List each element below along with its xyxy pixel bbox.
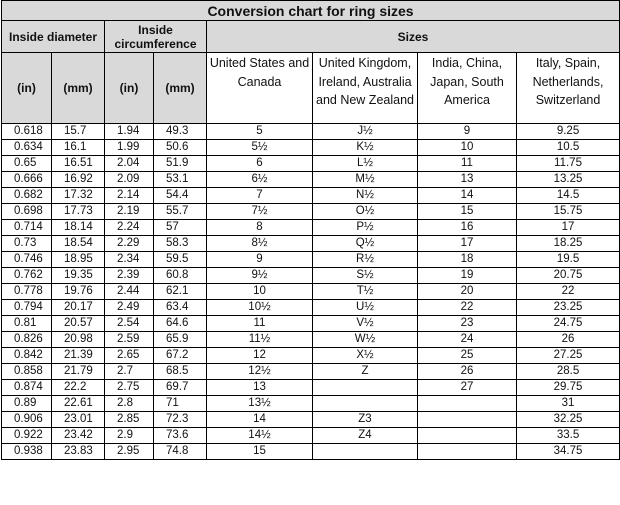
size-us-canada-cell: 10½: [207, 300, 313, 316]
diameter-in-cell: 0.858: [2, 364, 52, 380]
size-us-canada-cell: 13: [207, 380, 313, 396]
size-italy-cell: 15.75: [517, 204, 620, 220]
size-india-cell: [418, 428, 517, 444]
size-india-cell: 18: [418, 252, 517, 268]
size-us-canada-cell: 11½: [207, 332, 313, 348]
size-italy-cell: 29.75: [517, 380, 620, 396]
size-uk-cell: N½: [313, 188, 418, 204]
size-uk-cell: S½: [313, 268, 418, 284]
circumference-in-cell: 2.75: [105, 380, 154, 396]
circumference-in-cell: 2.95: [105, 444, 154, 460]
diameter-in-cell: 0.73: [2, 236, 52, 252]
diameter-mm-cell: 21.79: [52, 364, 105, 380]
diameter-mm-cell: 18.54: [52, 236, 105, 252]
size-india-cell: 20: [418, 284, 517, 300]
circumference-in-cell: 1.94: [105, 124, 154, 140]
diameter-mm-cell: 23.42: [52, 428, 105, 444]
diameter-in-cell: 0.746: [2, 252, 52, 268]
size-italy-cell: 27.25: [517, 348, 620, 364]
circumference-mm-cell: 58.3: [154, 236, 207, 252]
size-uk-cell: V½: [313, 316, 418, 332]
diameter-in-cell: 0.714: [2, 220, 52, 236]
table-body: [2, 124, 620, 460]
size-us-canada-cell: 14: [207, 412, 313, 428]
size-italy-cell: 24.75: [517, 316, 620, 332]
diameter-mm-cell: 16.51: [52, 156, 105, 172]
unit-header: (mm): [154, 53, 207, 124]
diameter-mm-cell: 20.57: [52, 316, 105, 332]
size-us-canada-cell: 7½: [207, 204, 313, 220]
diameter-in-cell: 0.89: [2, 396, 52, 412]
size-uk-cell: W½: [313, 332, 418, 348]
size-uk-cell: X½: [313, 348, 418, 364]
size-india-cell: 10: [418, 140, 517, 156]
diameter-in-cell: 0.618: [2, 124, 52, 140]
diameter-mm-cell: 17.32: [52, 188, 105, 204]
table-row: [2, 300, 620, 316]
circumference-in-cell: 2.7: [105, 364, 154, 380]
diameter-in-cell: 0.874: [2, 380, 52, 396]
diameter-in-cell: 0.938: [2, 444, 52, 460]
diameter-in-cell: 0.698: [2, 204, 52, 220]
size-italy-cell: 10.5: [517, 140, 620, 156]
diameter-in-cell: 0.634: [2, 140, 52, 156]
size-italy-cell: 33.5: [517, 428, 620, 444]
circumference-mm-cell: 54.4: [154, 188, 207, 204]
diameter-mm-cell: 22.61: [52, 396, 105, 412]
size-us-canada-cell: 5: [207, 124, 313, 140]
size-uk-cell: Z4: [313, 428, 418, 444]
table-row: [2, 428, 620, 444]
diameter-mm-cell: 20.98: [52, 332, 105, 348]
size-india-cell: 14: [418, 188, 517, 204]
size-us-canada-cell: 12½: [207, 364, 313, 380]
inside-circumference-header: Inside circumference: [105, 21, 207, 53]
size-india-cell: 16: [418, 220, 517, 236]
table-row: [2, 172, 620, 188]
unit-header: (in): [2, 53, 52, 124]
table-row: [2, 140, 620, 156]
diameter-mm-cell: 17.73: [52, 204, 105, 220]
circumference-in-cell: 2.49: [105, 300, 154, 316]
size-india-cell: 26: [418, 364, 517, 380]
size-uk-cell: T½: [313, 284, 418, 300]
size-india-cell: 19: [418, 268, 517, 284]
table-row: [2, 268, 620, 284]
ring-size-chart: [1, 0, 619, 460]
circumference-in-cell: 2.9: [105, 428, 154, 444]
diameter-mm-cell: 22.2: [52, 380, 105, 396]
diameter-mm-cell: 18.95: [52, 252, 105, 268]
diameter-in-cell: 0.65: [2, 156, 52, 172]
circumference-mm-cell: 55.7: [154, 204, 207, 220]
circumference-in-cell: 2.44: [105, 284, 154, 300]
country-header-us-canada: United States and Canada: [207, 53, 313, 124]
diameter-mm-cell: 19.76: [52, 284, 105, 300]
country-header-india-china-japan-south-america: India, China, Japan, South America: [418, 53, 517, 124]
size-uk-cell: [313, 380, 418, 396]
table-row: [2, 332, 620, 348]
size-italy-cell: 14.5: [517, 188, 620, 204]
size-uk-cell: Z3: [313, 412, 418, 428]
diameter-mm-cell: 15.7: [52, 124, 105, 140]
table-row: [2, 316, 620, 332]
diameter-mm-cell: 23.83: [52, 444, 105, 460]
size-italy-cell: 34.75: [517, 444, 620, 460]
size-us-canada-cell: 9: [207, 252, 313, 268]
size-us-canada-cell: 6½: [207, 172, 313, 188]
diameter-in-cell: 0.682: [2, 188, 52, 204]
circumference-in-cell: 2.19: [105, 204, 154, 220]
size-uk-cell: P½: [313, 220, 418, 236]
circumference-in-cell: 1.99: [105, 140, 154, 156]
circumference-in-cell: 2.65: [105, 348, 154, 364]
circumference-in-cell: 2.8: [105, 396, 154, 412]
size-india-cell: 24: [418, 332, 517, 348]
size-italy-cell: 32.25: [517, 412, 620, 428]
table-row: [2, 252, 620, 268]
size-us-canada-cell: 8: [207, 220, 313, 236]
size-india-cell: 22: [418, 300, 517, 316]
country-header-italy-spain-netherlands-switzerland: Italy, Spain, Netherlands, Switzerland: [517, 53, 620, 124]
table-row: [2, 156, 620, 172]
size-us-canada-cell: 7: [207, 188, 313, 204]
circumference-mm-cell: 67.2: [154, 348, 207, 364]
size-india-cell: [418, 412, 517, 428]
size-india-cell: [418, 396, 517, 412]
sizes-header: Sizes: [207, 21, 620, 53]
table-row: [2, 396, 620, 412]
circumference-mm-cell: 65.9: [154, 332, 207, 348]
size-india-cell: 23: [418, 316, 517, 332]
size-italy-cell: 9.25: [517, 124, 620, 140]
circumference-mm-cell: 51.9: [154, 156, 207, 172]
chart-title: Conversion chart for ring sizes: [2, 1, 620, 21]
circumference-mm-cell: 57: [154, 220, 207, 236]
size-india-cell: 27: [418, 380, 517, 396]
size-us-canada-cell: 13½: [207, 396, 313, 412]
table-row: [2, 220, 620, 236]
diameter-mm-cell: 23.01: [52, 412, 105, 428]
country-header-uk-ireland-australia-nz: United Kingdom, Ireland, Australia and New Zealand: [313, 53, 418, 124]
size-us-canada-cell: 12: [207, 348, 313, 364]
circumference-in-cell: 2.09: [105, 172, 154, 188]
size-india-cell: 9: [418, 124, 517, 140]
table-row: [2, 284, 620, 300]
size-italy-cell: 11.75: [517, 156, 620, 172]
size-india-cell: 25: [418, 348, 517, 364]
circumference-mm-cell: 62.1: [154, 284, 207, 300]
size-italy-cell: 20.75: [517, 268, 620, 284]
circumference-in-cell: 2.85: [105, 412, 154, 428]
size-uk-cell: M½: [313, 172, 418, 188]
conversion-table: [1, 0, 620, 460]
circumference-mm-cell: 60.8: [154, 268, 207, 284]
diameter-in-cell: 0.778: [2, 284, 52, 300]
size-india-cell: 11: [418, 156, 517, 172]
table-row: [2, 380, 620, 396]
table-row: [2, 204, 620, 220]
size-uk-cell: O½: [313, 204, 418, 220]
table-row: [2, 444, 620, 460]
circumference-mm-cell: 71: [154, 396, 207, 412]
size-india-cell: [418, 444, 517, 460]
unit-header: (in): [105, 53, 154, 124]
circumference-in-cell: 2.54: [105, 316, 154, 332]
size-italy-cell: 13.25: [517, 172, 620, 188]
diameter-in-cell: 0.81: [2, 316, 52, 332]
circumference-in-cell: 2.59: [105, 332, 154, 348]
circumference-mm-cell: 73.6: [154, 428, 207, 444]
circumference-mm-cell: 49.3: [154, 124, 207, 140]
diameter-in-cell: 0.762: [2, 268, 52, 284]
circumference-mm-cell: 63.4: [154, 300, 207, 316]
diameter-mm-cell: 21.39: [52, 348, 105, 364]
circumference-mm-cell: 53.1: [154, 172, 207, 188]
inside-diameter-header: Inside diameter: [2, 21, 105, 53]
circumference-in-cell: 2.34: [105, 252, 154, 268]
size-uk-cell: R½: [313, 252, 418, 268]
circumference-in-cell: 2.24: [105, 220, 154, 236]
size-uk-cell: [313, 396, 418, 412]
diameter-in-cell: 0.794: [2, 300, 52, 316]
size-us-canada-cell: 14½: [207, 428, 313, 444]
size-uk-cell: L½: [313, 156, 418, 172]
size-italy-cell: 17: [517, 220, 620, 236]
size-uk-cell: U½: [313, 300, 418, 316]
size-italy-cell: 22: [517, 284, 620, 300]
size-india-cell: 15: [418, 204, 517, 220]
size-italy-cell: 28.5: [517, 364, 620, 380]
size-italy-cell: 18.25: [517, 236, 620, 252]
diameter-mm-cell: 16.1: [52, 140, 105, 156]
circumference-in-cell: 2.04: [105, 156, 154, 172]
circumference-mm-cell: 64.6: [154, 316, 207, 332]
diameter-in-cell: 0.842: [2, 348, 52, 364]
table-row: [2, 188, 620, 204]
unit-header: (mm): [52, 53, 105, 124]
circumference-mm-cell: 74.8: [154, 444, 207, 460]
size-uk-cell: Z: [313, 364, 418, 380]
size-uk-cell: K½: [313, 140, 418, 156]
circumference-mm-cell: 50.6: [154, 140, 207, 156]
size-italy-cell: 31: [517, 396, 620, 412]
size-us-canada-cell: 9½: [207, 268, 313, 284]
size-us-canada-cell: 11: [207, 316, 313, 332]
size-italy-cell: 23.25: [517, 300, 620, 316]
size-us-canada-cell: 6: [207, 156, 313, 172]
table-row: [2, 236, 620, 252]
size-india-cell: 17: [418, 236, 517, 252]
diameter-in-cell: 0.826: [2, 332, 52, 348]
circumference-in-cell: 2.14: [105, 188, 154, 204]
diameter-in-cell: 0.906: [2, 412, 52, 428]
circumference-mm-cell: 59.5: [154, 252, 207, 268]
size-us-canada-cell: 10: [207, 284, 313, 300]
circumference-mm-cell: 72.3: [154, 412, 207, 428]
circumference-mm-cell: 68.5: [154, 364, 207, 380]
diameter-in-cell: 0.666: [2, 172, 52, 188]
diameter-mm-cell: 19.35: [52, 268, 105, 284]
circumference-in-cell: 2.29: [105, 236, 154, 252]
diameter-mm-cell: 18.14: [52, 220, 105, 236]
diameter-mm-cell: 16.92: [52, 172, 105, 188]
size-us-canada-cell: 15: [207, 444, 313, 460]
circumference-mm-cell: 69.7: [154, 380, 207, 396]
circumference-in-cell: 2.39: [105, 268, 154, 284]
size-italy-cell: 19.5: [517, 252, 620, 268]
size-india-cell: 13: [418, 172, 517, 188]
diameter-mm-cell: 20.17: [52, 300, 105, 316]
size-uk-cell: J½: [313, 124, 418, 140]
table-row: [2, 364, 620, 380]
diameter-in-cell: 0.922: [2, 428, 52, 444]
table-row: [2, 124, 620, 140]
size-us-canada-cell: 8½: [207, 236, 313, 252]
size-uk-cell: Q½: [313, 236, 418, 252]
table-row: [2, 348, 620, 364]
size-uk-cell: [313, 444, 418, 460]
table-row: [2, 412, 620, 428]
size-us-canada-cell: 5½: [207, 140, 313, 156]
size-italy-cell: 26: [517, 332, 620, 348]
